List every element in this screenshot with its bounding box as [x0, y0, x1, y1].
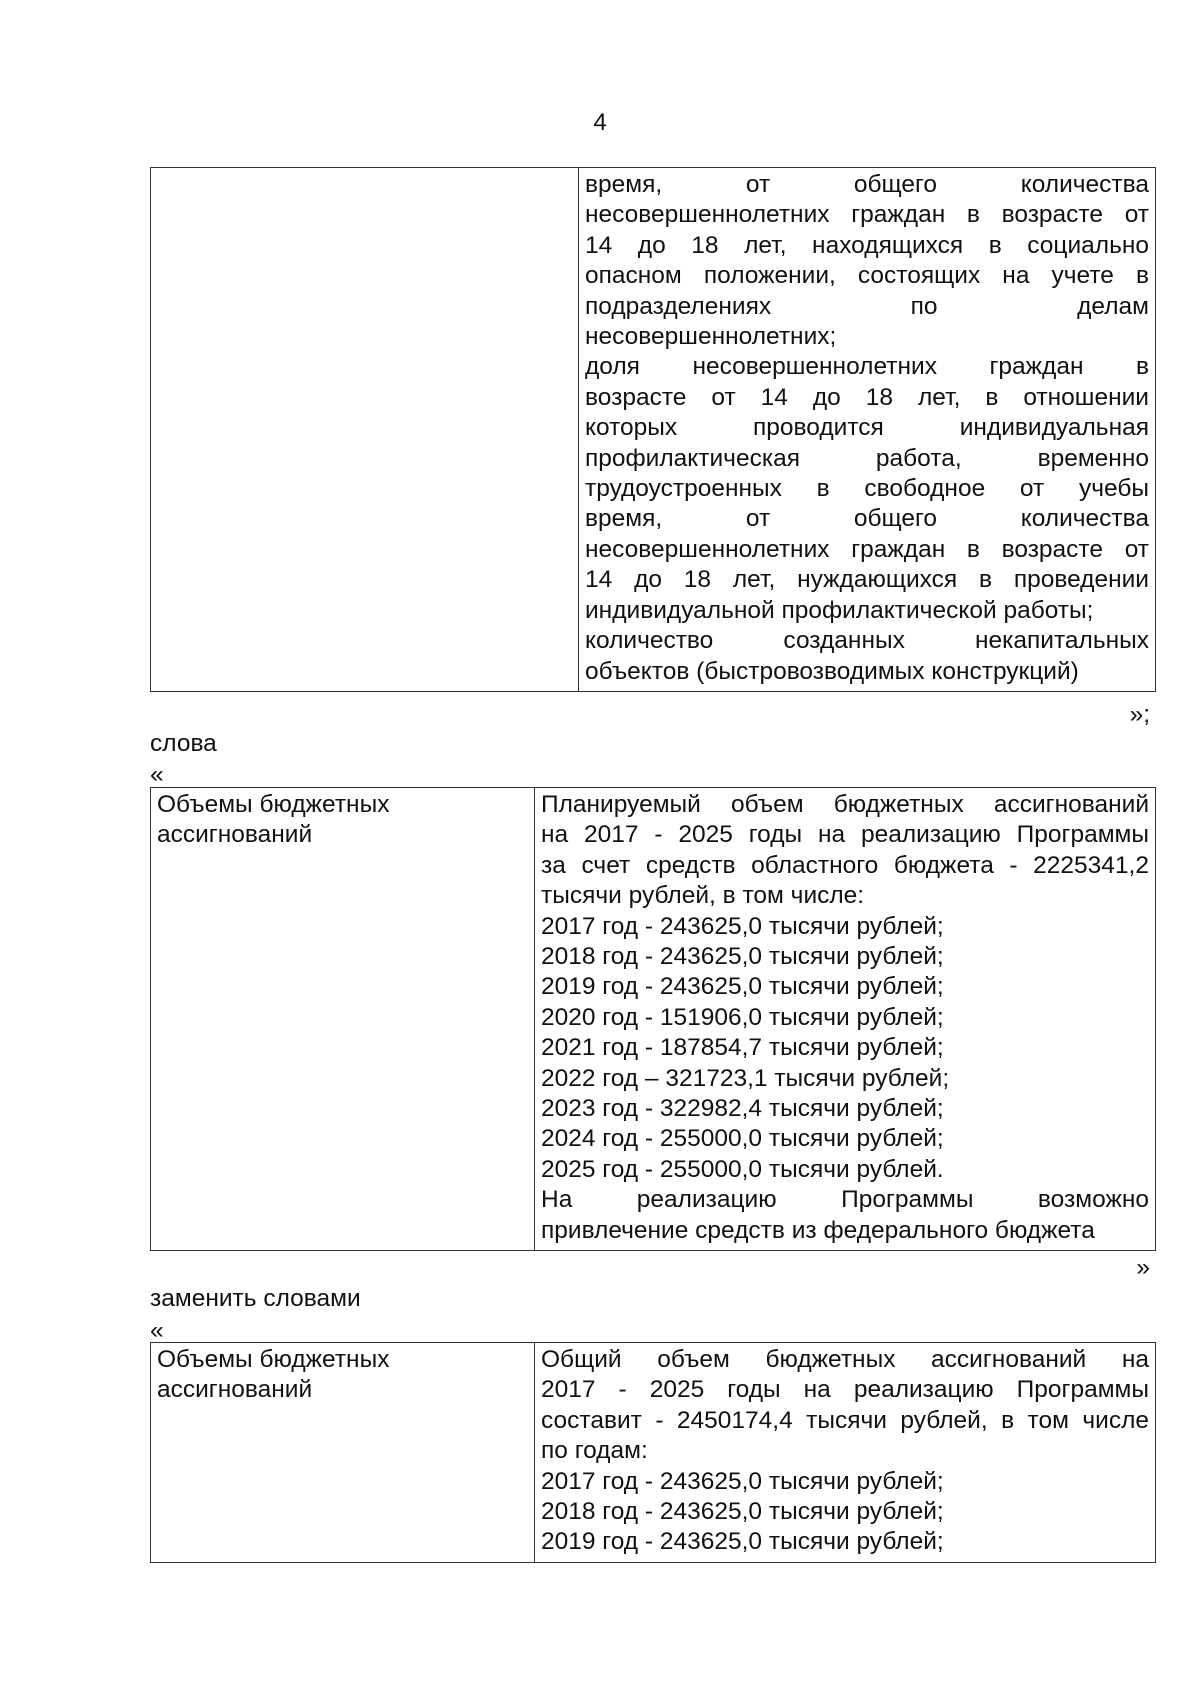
text-line: 14 до 18 лет, находящихся в социально [585, 231, 1149, 259]
page-number: 4 [593, 109, 607, 136]
text-line: опасном положении, состоящих на учете в [585, 262, 1149, 290]
label-words: слова [150, 730, 217, 757]
budget-label-cell [151, 788, 535, 1251]
budget-text-lines [541, 1345, 1149, 1558]
text-line: 2020 год - 151906,0 тысячи рублей; [541, 1003, 944, 1031]
table-row [151, 788, 1156, 1251]
budget-text-lines [541, 790, 1149, 1246]
budget-label-lines [157, 1345, 528, 1406]
text-line: 2018 год - 243625,0 тысячи рублей; [541, 1498, 944, 1526]
table-row [151, 168, 1156, 692]
text-line: 2025 год - 255000,0 тысячи рублей. [541, 1155, 944, 1183]
text-line: которых проводится индивидуальная [585, 414, 1149, 442]
text-line: 2018 год - 243625,0 тысячи рублей; [541, 943, 944, 971]
text-line: время, от общего количества [585, 505, 1149, 533]
text-line: подразделениях по делам [585, 292, 1149, 320]
text-line: несовершеннолетних граждан в возрасте от [585, 201, 1149, 229]
label-replace-with: заменить словами [150, 1285, 361, 1312]
text-line: Общий объем бюджетных ассигнований на [541, 1346, 1149, 1373]
text-line: возрасте от 14 до 18 лет, в отношении [585, 383, 1149, 411]
text-line: Объемы бюджетных [157, 1346, 390, 1373]
text-line: 2022 год – 321723,1 тысячи рублей; [541, 1064, 950, 1092]
text-line: трудоустроенных в свободное от учебы [585, 475, 1149, 503]
text-line: 2017 год - 243625,0 тысячи рублей; [541, 912, 944, 940]
text-line: 2024 год - 255000,0 тысячи рублей; [541, 1125, 944, 1153]
text-line: ассигнований [157, 1376, 313, 1404]
indicators-text-cell [579, 168, 1156, 692]
text-line: ассигнований [157, 821, 313, 849]
budget-label-lines [157, 790, 528, 851]
text-line: 2017 год - 243625,0 тысячи рублей; [541, 1467, 944, 1495]
budget-table-old [150, 787, 1156, 1251]
text-line: количество созданных некапитальных [585, 627, 1149, 655]
text-line: привлечение средств из федерального бюджета [541, 1216, 1095, 1244]
text-line: составит - 2450174,4 тысячи рублей, в том числе [541, 1406, 1149, 1434]
text-line: несовершеннолетних; [585, 323, 837, 351]
text-line: 14 до 18 лет, нуждающихся в проведении [585, 566, 1149, 594]
text-line: Объемы бюджетных [157, 791, 390, 818]
opening-quote: « [150, 761, 164, 788]
text-line: 2017 - 2025 годы на реализацию Программы [541, 1376, 1149, 1404]
budget-table-new [150, 1342, 1156, 1563]
indicators-lines [585, 170, 1149, 687]
budget-text-cell [535, 788, 1156, 1251]
text-line: 2019 год - 243625,0 тысячи рублей; [541, 973, 944, 1001]
opening-quote: « [150, 1317, 164, 1344]
closing-quote: » [1136, 1254, 1150, 1281]
text-line: доля несовершеннолетних граждан в [585, 353, 1149, 381]
table-row [151, 1343, 1156, 1563]
text-line: индивидуальной профилактической работы; [585, 596, 1094, 624]
text-line: объектов (быстровозводимых конструкций) [585, 657, 1079, 685]
text-line: 2023 год - 322982,4 тысячи рублей; [541, 1095, 944, 1123]
budget-text-cell [535, 1343, 1156, 1563]
text-line: за счет средств областного бюджета - 2225341,2 [541, 851, 1149, 879]
text-line: профилактическая работа, временно [585, 444, 1149, 472]
text-line: Планируемый объем бюджетных ассигнований [541, 791, 1149, 818]
empty-left-cell [151, 168, 579, 692]
closing-quote-semicolon: »; [1129, 701, 1150, 728]
text-line: время, от общего количества [585, 171, 1149, 198]
text-line: на 2017 - 2025 годы на реализацию Программы [541, 821, 1149, 849]
text-line: несовершеннолетних граждан в возрасте от [585, 535, 1149, 563]
budget-label-cell [151, 1343, 535, 1563]
text-line: по годам: [541, 1437, 648, 1465]
text-line: 2021 год - 187854,7 тысячи рублей; [541, 1034, 944, 1062]
indicators-table-continuation [150, 167, 1156, 692]
text-line: На реализацию Программы возможно [541, 1186, 1149, 1214]
text-line: тысячи рублей, в том числе: [541, 882, 865, 910]
text-line: 2019 год - 243625,0 тысячи рублей; [541, 1528, 944, 1556]
